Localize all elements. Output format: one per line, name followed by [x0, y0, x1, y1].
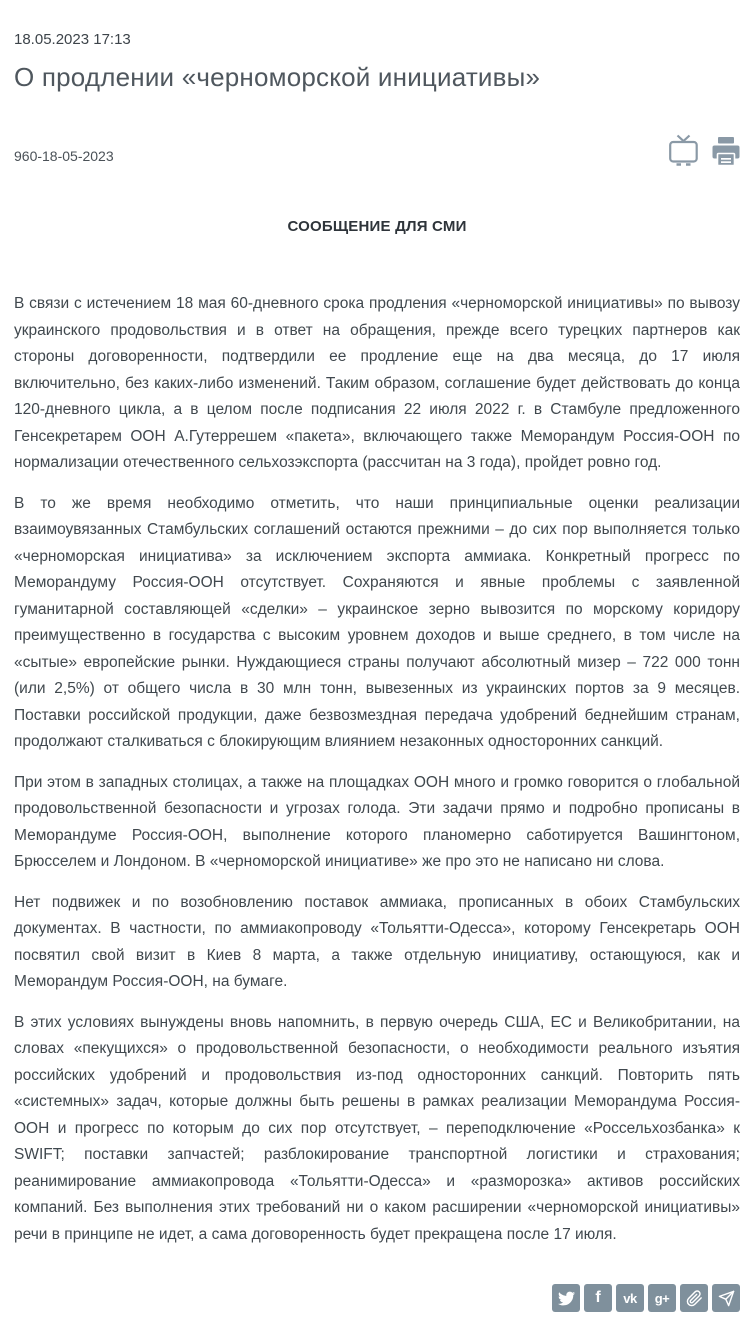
share-twitter-button[interactable]	[552, 1284, 580, 1312]
publish-date: 18.05.2023 17:13	[14, 31, 131, 48]
vk-icon: vk	[623, 1290, 637, 1306]
share-link-button[interactable]	[680, 1284, 708, 1312]
toolbar	[668, 134, 740, 166]
article-paragraph: При этом в западных столицах, а также на площадках ООН много и громко говорится о глобальной продовольственной безопасности и угрозах голода. Эти задачи прямо и подробно прописаны в Меморандуме Россия-ООН, выполнение которого планомерно саботируется Вашингтоном, Брюсселем и Лондоном. В «черноморской инициативе» же про это не написано ни слова.	[14, 773, 740, 870]
tv-icon	[668, 134, 699, 166]
article-paragraph: В связи с истечением 18 мая 60-дневного срока продления «черноморской инициативы» по вывозу украинского продовольствия и в ответ на обращения, прежде всего турецких партнеров как стороны договоренности, подтвердили ее продление еще на два месяца, до 17 июля включительно, без каких-либо изменений. Таким образом, соглашение будет действовать до конца 120-дневного цикла, а в целом после подписания 22 июля 2022 г. в Стамбуле предложенного Генсекретарем ООН А.Гутеррешем «пакета», включающего также Меморандум Россия-ООН по нормализации отечественного сельхозэкспорта (рассчитан на 3 года), пройдет ровно год.	[14, 295, 740, 471]
page-title: О продлении «черноморской инициативы»	[14, 62, 541, 92]
article-paragraph: Нет подвижек и по возобновлению поставок аммиака, прописанных в обоих Стамбульских документах. В частности, по аммиакопроводу «Тольятти-Одесса», которому Генсекретарь ООН посвятил свой визит в Киев 8 марта, а также отдельную инициативу, остающуюся, как и Меморандум Россия-ООН, на бумаге.	[14, 893, 740, 990]
press-release-label: СООБЩЕНИЕ ДЛЯ СМИ	[287, 218, 467, 235]
meta-row	[14, 134, 740, 166]
share-telegram-button[interactable]	[712, 1284, 740, 1312]
share-bar	[14, 1262, 740, 1312]
article-body	[14, 291, 740, 1262]
share-vk-button[interactable]	[616, 1284, 644, 1312]
facebook-icon: f	[595, 1289, 601, 1306]
telegram-icon	[718, 1290, 735, 1307]
video-version-button[interactable]	[668, 134, 699, 166]
link-icon	[686, 1290, 703, 1307]
document-number: 960-18-05-2023	[14, 148, 114, 164]
share-facebook-button[interactable]	[584, 1284, 612, 1312]
share-google-plus-button[interactable]	[648, 1284, 676, 1312]
twitter-icon	[558, 1290, 575, 1307]
article-paragraph: В то же время необходимо отметить, что наши принципиальные оценки реализации взаимоувязанных Стамбульских соглашений остаются прежними – до сих пор выполняется только «черноморская инициатива» за исключением экспорта аммиака. Конкретный прогресс по Меморандуму Россия-ООН отсутствует. Сохраняются и явные проблемы с заявленной гуманитарной составляющей «сделки» – украинское зерно вывозится по морскому коридору преимущественно в государства с высоким уровнем доходов и выше среднего, в том числе на «сытые» европейские рынки. Нуждающиеся страны получают абсолютный мизер – 722 000 тонн (или 2,5%) от общего числа в 30 млн тонн, вывезенных из украинских портов за 9 месяцев. Поставки российской продукции, даже безвозмездная передача удобрений беднейшим странам, продолжают сталкиваться с блокирующим влиянием незаконных односторонних санкций.	[14, 494, 740, 750]
google-plus-icon: g+	[654, 1290, 670, 1306]
article-paragraph: В этих условиях вынуждены вновь напомнить, в первую очередь США, ЕС и Великобритании, на словах «пекущихся» о продовольственной безопасности, о необходимости реального изъятия российских удобрений и продовольствия из-под односторонних санкций. Повторить пять «системных» задач, которые должны быть решены в рамках реализации Меморандума Россия-ООН и прогресс по которым до сих пор отсутствует, – переподключение «Россельхозбанка» к SWIFT; поставки запчастей; разблокирование транспортной логистики и страхования; реанимирование аммиакопровода «Тольятти-Одесса» и «разморозка» активов российских компаний. Без выполнения этих требований ни о каком расширении «черноморской инициативы» речи в принципе не идет, а сама договоренность будет прекращена после 17 июля.	[14, 1013, 740, 1243]
printer-icon	[712, 136, 740, 166]
print-button[interactable]	[712, 136, 740, 166]
